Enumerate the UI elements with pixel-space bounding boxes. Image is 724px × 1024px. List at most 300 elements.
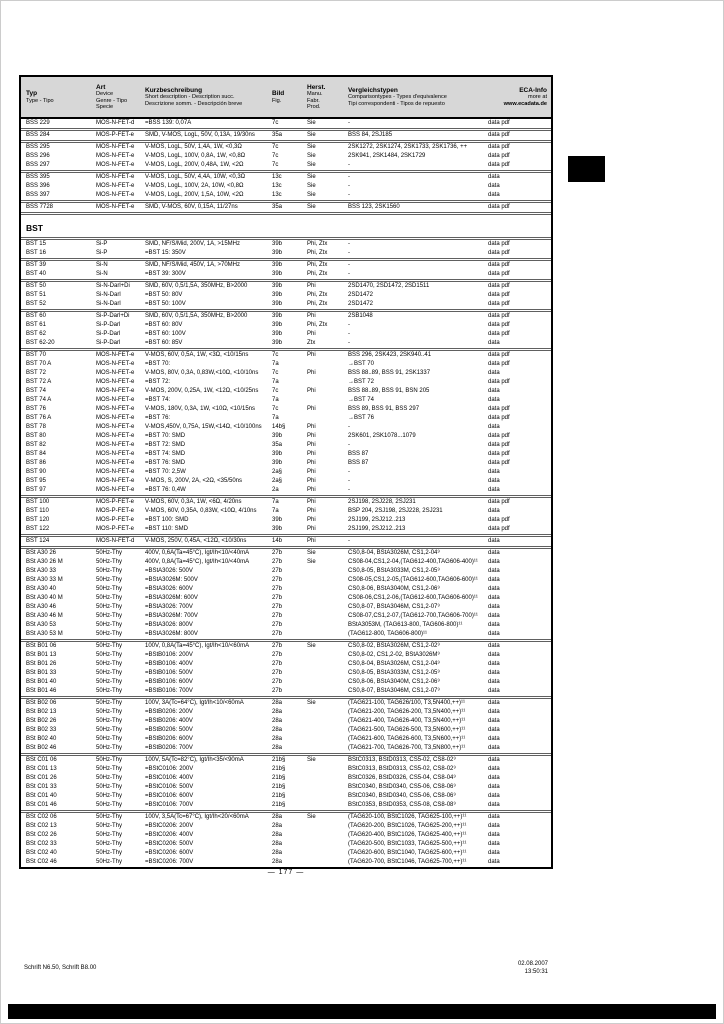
cell-desc: =BStA3026: 500V [145, 568, 193, 574]
cell-typ: BSt C01 46 [26, 802, 57, 808]
cell-herst: Phi, Ztx [307, 262, 328, 268]
table-row [21, 414, 551, 423]
cell-herst: Phi [307, 388, 316, 394]
cell-verg: CS0,8-06, BStA3040M, CS1,2-06⁹ [348, 586, 440, 592]
cell-herst [302, 603, 343, 612]
table-row [21, 537, 551, 546]
row-group [21, 258, 551, 279]
cell-verg: CS0,8-04, BStA3026M, CS1,2-04⁹ [348, 550, 440, 556]
cell-eca: data [488, 814, 500, 820]
cell-eca: data [488, 370, 500, 376]
cell-bild: 2a§ [272, 478, 283, 484]
cell-herst: Sie [307, 153, 316, 159]
cell-art: 50Hz-Thy [96, 745, 123, 751]
cell-eca: data [488, 174, 500, 180]
cell-art: Si-P-Darl [96, 322, 121, 328]
cell-eca: data [488, 802, 500, 808]
cell-art: 50Hz-Thy [96, 736, 123, 742]
cell-art: MOS-P-FET-e [96, 526, 135, 532]
column-subtitle-bold-eca: www.ecadata.de [503, 100, 547, 107]
cell-herst [302, 744, 343, 753]
column-subtitle-bild-0: Fig. [272, 97, 282, 104]
cell-herst [302, 594, 343, 603]
table-row [21, 477, 551, 486]
cell-typ: BSt C02 46 [26, 859, 57, 865]
cell-bild: 21b§ [272, 793, 286, 799]
cell-herst [302, 801, 343, 810]
cell-verg: BStC0326, BStD0326, CS5-04, CS8-04⁹ [348, 775, 456, 781]
cell-art: 50Hz-Thy [96, 709, 123, 715]
cell-herst [302, 585, 343, 594]
cell-bild: 7c [272, 406, 279, 412]
cell-eca: data [488, 469, 500, 475]
row-group [21, 348, 551, 495]
cell-typ: BSS 396 [26, 183, 50, 189]
cell-bild: 28a [272, 745, 283, 751]
cell-eca: data pdf [488, 313, 510, 319]
cell-art: 50Hz-Thy [96, 814, 123, 820]
table-row [21, 339, 551, 348]
cell-eca: data pdf [488, 526, 510, 532]
cell-eca: data pdf [488, 241, 510, 247]
cell-eca: data pdf [488, 262, 510, 268]
cell-eca: data pdf [488, 361, 510, 367]
table-row [21, 203, 551, 212]
cell-verg: 2SD1472 [348, 301, 374, 307]
cell-herst: Sie [307, 643, 316, 649]
cell-art: MOS-N-FET-e [96, 174, 135, 180]
cell-verg: 2SJ198, 2SJ228, 2SJ231 [348, 499, 416, 505]
cell-verg: 2SD1470, 2SD1472, 2SD1511 [348, 283, 430, 289]
cell-typ: BSt B01 26 [26, 661, 57, 667]
row-group [21, 279, 551, 309]
cell-eca: data [488, 793, 500, 799]
cell-eca: data [488, 718, 500, 724]
table-row [21, 182, 551, 191]
cell-eca: data [488, 661, 500, 667]
cell-typ: BSt C01 06 [26, 757, 57, 763]
cell-desc: V-MOS, 60V, 0,3A, 1W, <6Ω, 4/20ns [145, 499, 242, 505]
table-row [21, 330, 551, 339]
cell-art: Si-N [96, 262, 108, 268]
cell-verg: (TAG620-700, BStC1046, TAG625-700,++)¹¹ [348, 859, 467, 865]
row-group [21, 309, 551, 348]
table-row [21, 378, 551, 387]
cell-art: MOS-P-FET-e [96, 517, 135, 523]
cell-verg: 2SK941, 2SK1484, 2SK1729 [348, 153, 426, 159]
cell-eca: data [488, 670, 500, 676]
cell-art: MOS-N-FET-e [96, 204, 135, 210]
cell-eca: data pdf [488, 499, 510, 505]
cell-typ: BSS 229 [26, 120, 50, 126]
cell-art: 50Hz-Thy [96, 841, 123, 847]
cell-verg: (TAG612-800, TAG606-800)¹¹ [348, 631, 428, 637]
cell-desc: =BStB0206: 400V [145, 718, 193, 724]
cell-eca: data [488, 745, 500, 751]
cell-desc: V-MOS, 200V, 0,25A, 1W, <12Ω, <10/25ns [145, 388, 259, 394]
cell-typ: BST 72 A [26, 379, 52, 385]
cell-eca: data [488, 595, 500, 601]
cell-herst: Phi, Ztx [307, 271, 328, 277]
table-row [21, 360, 551, 369]
table-row [21, 744, 551, 753]
cell-art: 50Hz-Thy [96, 784, 123, 790]
cell-bild: 28a [272, 832, 283, 838]
cell-herst: Sie [307, 700, 316, 706]
cell-eca: data [488, 757, 500, 763]
cell-verg: CS08-06,CS1,2-06,(TAG612-600,TAG606-600)¹¹ [348, 595, 478, 601]
cell-art: MOS-N-FET-e [96, 469, 135, 475]
cell-verg: - [348, 241, 350, 247]
cell-herst [302, 774, 343, 783]
cell-herst [302, 651, 343, 660]
cell-verg: (TAG621-600, TAG626-600, T3,5N600,++)¹¹ [348, 736, 466, 742]
cell-bild: 39b [272, 451, 283, 457]
cell-bild: 27b [272, 595, 283, 601]
cell-eca: data [488, 478, 500, 484]
cell-bild: 28a [272, 814, 283, 820]
table-row [21, 558, 551, 567]
cell-typ: BST 76 A [26, 415, 52, 421]
cell-art: MOS-N-FET-e [96, 388, 135, 394]
cell-bild: 27b [272, 631, 283, 637]
cell-bild: 7a [272, 499, 279, 505]
row-group [21, 140, 551, 170]
table-row [21, 576, 551, 585]
cell-art: 50Hz-Thy [96, 586, 123, 592]
cell-herst [302, 735, 343, 744]
cell-desc: =BST 76: SMD [145, 460, 186, 466]
cell-verg: - [348, 174, 350, 180]
cell-herst: Ztx [307, 340, 316, 346]
table-row [21, 717, 551, 726]
cell-bild: 39b [272, 460, 283, 466]
table-row [21, 831, 551, 840]
cell-verg: 2SJ199, 2SJ212..213 [348, 526, 406, 532]
cell-art: MOS-N-FET-e [96, 183, 135, 189]
cell-typ: BST 39 [26, 262, 46, 268]
cell-art: 50Hz-Thy [96, 613, 123, 619]
cell-typ: BST 110 [26, 508, 49, 514]
cell-eca: data [488, 709, 500, 715]
cell-eca: data [488, 388, 500, 394]
cell-verg: →BST 76 [348, 415, 374, 421]
cell-bild: 7c [272, 352, 279, 358]
cell-desc: =BStC0106: 500V [145, 784, 194, 790]
cell-herst: Phi [307, 487, 316, 493]
table-row [21, 813, 551, 822]
column-subtitle-verg-0: Comparisontypes - Types d'equivalence [348, 94, 447, 101]
cell-bild: 14b [272, 538, 283, 544]
cell-verg: CS0,8-06, BStA3040M, CS1,2-06⁹ [348, 679, 440, 685]
cell-eca: data pdf [488, 331, 510, 337]
cell-typ: BST 74 A [26, 397, 52, 403]
cell-desc: =BStC0206: 400V [145, 832, 194, 838]
cell-bild: 21b§ [272, 784, 286, 790]
cell-desc: V-MOS, 80V, 0,3A, 0,83W,<10Ω, <10/10ns [145, 370, 259, 376]
cell-desc: SMD, NF/S/Mid, 450V, 1A, >70MHz [145, 262, 240, 268]
cell-desc: =BStB0106: 200V [145, 652, 193, 658]
cell-bild: 7c [272, 120, 279, 126]
cell-herst: Phi [307, 313, 316, 319]
header-cell-bild [267, 77, 302, 117]
cell-desc: =BStA3026M: 500V [145, 577, 198, 583]
cell-bild: 39b [272, 292, 283, 298]
cell-art: 50Hz-Thy [96, 550, 123, 556]
cell-art: 50Hz-Thy [96, 661, 123, 667]
cell-typ: BST 40 [26, 271, 46, 277]
cell-art: MOS-N-FET-e [96, 433, 135, 439]
cell-typ: BST 97 [26, 487, 46, 493]
cell-typ: BSt B02 40 [26, 736, 57, 742]
cell-desc: =BStC0206: 200V [145, 823, 194, 829]
cell-verg: 2SK601, 2SK1078...1079 [348, 433, 416, 439]
cell-desc: 100V, 3A(Tc=64°C), Igt/Ih<10/<60mA [145, 700, 244, 706]
cell-desc: 100V, 0,8A(Ta=45°C), Igt/Ih<10/<60mA [145, 643, 250, 649]
cell-verg: BStC0353, BStD0353, CS5-08, CS8-08⁹ [348, 802, 456, 808]
cell-bild: 28a [272, 850, 283, 856]
cell-desc: =BSS 139: 0,07A [145, 120, 192, 126]
cell-desc: =BST 50: 100V [145, 301, 186, 307]
table-row [21, 441, 551, 450]
cell-art: 50Hz-Thy [96, 757, 123, 763]
cell-art: MOS-N-FET-e [96, 153, 135, 159]
cell-typ: BST 120 [26, 517, 50, 523]
cell-art: MOS-N-FET-e [96, 460, 135, 466]
cell-art: Si-N-Darl [96, 301, 121, 307]
cell-desc: =BST 74: [145, 397, 171, 403]
cell-eca: data pdf [488, 352, 510, 358]
cell-eca: data pdf [488, 271, 510, 277]
cell-eca: data pdf [488, 415, 510, 421]
cell-typ: BST 60 [26, 313, 46, 319]
cell-bild: 39b [272, 250, 283, 256]
cell-verg: CS08-07,CS1,2-07,(TAG612-700,TAG606-700)¹¹ [348, 613, 478, 619]
cell-eca: data [488, 832, 500, 838]
cell-bild: 28a [272, 727, 283, 733]
cell-eca: data pdf [488, 292, 510, 298]
cell-typ: BST 74 [26, 388, 46, 394]
cell-verg: - [348, 340, 350, 346]
cell-desc: =BStA3026M: 600V [145, 595, 198, 601]
header-cell-eca [483, 77, 551, 117]
cell-herst: Sie [307, 550, 316, 556]
cell-desc: =BStC0106: 700V [145, 802, 194, 808]
cell-verg: - [348, 478, 350, 484]
cell-verg: BSS 87 [348, 460, 369, 466]
cell-verg: BSP 204, 2SJ198, 2SJ228, 2SJ231 [348, 508, 443, 514]
table-row [21, 459, 551, 468]
table-row [21, 585, 551, 594]
cell-herst: Phi [307, 451, 316, 457]
cell-bild: 39b [272, 340, 283, 346]
cell-herst [302, 858, 343, 867]
cell-herst: Sie [307, 144, 316, 150]
cell-art: MOS-N-FET-e [96, 352, 135, 358]
cell-art: 50Hz-Thy [96, 652, 123, 658]
table-row [21, 312, 551, 321]
cell-art: 50Hz-Thy [96, 643, 123, 649]
cell-eca: data [488, 604, 500, 610]
cell-art: 50Hz-Thy [96, 568, 123, 574]
cell-eca: data [488, 859, 500, 865]
cell-bild: 39b [272, 262, 283, 268]
column-title-eca: ECA-Info [519, 86, 547, 94]
cell-bild: 2a [272, 487, 279, 493]
cell-verg: BSS 88..89, BSS 91, BSN 205 [348, 388, 430, 394]
cell-eca: data [488, 700, 500, 706]
cell-bild: 27b [272, 622, 283, 628]
cell-desc: V-MOS, 60V, 0,35A, 0,83W, <10Ω, 4/10ns [145, 508, 257, 514]
cell-desc: V-MOS,450V, 0,75A, 15W,<14Ω, <10/100ns [145, 424, 262, 430]
cell-verg: - [348, 192, 350, 198]
cell-art: 50Hz-Thy [96, 688, 123, 694]
column-title-art: Art [96, 83, 106, 91]
cell-verg: (TAG620-500, BStC1033, TAG625-500,++)¹¹ [348, 841, 467, 847]
cell-art: MOS-N-FET-e [96, 415, 135, 421]
cell-herst: Phi [307, 499, 316, 505]
cell-typ: BST 90 [26, 469, 46, 475]
cell-herst [302, 717, 343, 726]
cell-verg: (TAG620-100, BStC1026, TAG625-100,++)¹¹ [348, 814, 467, 820]
cell-desc: V-MOS, LogL, 200V, 0,48A, 1W, <2Ω [145, 162, 244, 168]
cell-eca: data [488, 397, 500, 403]
table-row [21, 387, 551, 396]
cell-desc: =BStB0206: 600V [145, 736, 193, 742]
table-row [21, 270, 551, 279]
cell-bild: 39b [272, 526, 283, 532]
cell-bild: 27b [272, 586, 283, 592]
cell-herst: Sie [307, 162, 316, 168]
cell-verg: - [348, 424, 350, 430]
table-row [21, 612, 551, 621]
cell-desc: V-MOS, LogL, 200V, 1,5A, 10W, <2Ω [145, 192, 244, 198]
cell-art: 50Hz-Thy [96, 679, 123, 685]
cell-eca: data pdf [488, 406, 510, 412]
cell-herst: Phi [307, 538, 316, 544]
cell-eca: data pdf [488, 460, 510, 466]
cell-bild: 21b§ [272, 766, 286, 772]
cell-bild: 28a [272, 841, 283, 847]
cell-verg: →BST 72 [348, 379, 374, 385]
table-row [21, 369, 551, 378]
row-group [21, 128, 551, 140]
cell-eca: data [488, 508, 500, 514]
cell-verg: (TAG620-200, BStC1026, TAG625-200,++)¹¹ [348, 823, 467, 829]
column-subtitle-art-0: Device [96, 91, 114, 98]
cell-desc: =BStB0106: 500V [145, 670, 193, 676]
row-group [21, 546, 551, 639]
table-row [21, 651, 551, 660]
cell-art: MOS-N-FET-e [96, 424, 135, 430]
data-table [19, 75, 553, 869]
cell-bild: 39b [272, 283, 283, 289]
table-row [21, 858, 551, 867]
cell-typ: BSt C01 40 [26, 793, 57, 799]
table-row [21, 792, 551, 801]
cell-typ: BSt A30 46 [26, 604, 57, 610]
cell-typ: BSt B02 13 [26, 709, 57, 715]
cell-art: Si-N-Darl [96, 292, 121, 298]
cell-typ: BSS 284 [26, 132, 50, 138]
cell-bild: 39b [272, 301, 283, 307]
cell-art: MOS-N-FET-e [96, 379, 135, 385]
cell-herst: Phi [307, 526, 316, 532]
table-row [21, 567, 551, 576]
cell-verg: - [348, 262, 350, 268]
cell-typ: BSt B02 33 [26, 727, 57, 733]
cell-bild: 7a [272, 508, 279, 514]
cell-herst [302, 630, 343, 639]
cell-verg: CS0,8-05, BStA3033M, CS1,2-05⁹ [348, 670, 440, 676]
cell-herst: Sie [307, 192, 316, 198]
cell-verg: (TAG621-100, TAG626/100, T3,5N400,++)¹¹ [348, 700, 465, 706]
cell-eca: data [488, 643, 500, 649]
cell-art: 50Hz-Thy [96, 631, 123, 637]
cell-bild: 39b [272, 322, 283, 328]
cell-verg: BSS 84, 2SJ185 [348, 132, 393, 138]
cell-eca: data [488, 424, 500, 430]
table-row [21, 840, 551, 849]
table-row [21, 432, 551, 441]
cell-art: 50Hz-Thy [96, 832, 123, 838]
cell-typ: BSt A30 26 M [26, 559, 63, 565]
cell-herst [302, 687, 343, 696]
row-group [21, 696, 551, 753]
cell-verg: BStC0340, BStD0340, CS5-06, CS8-06⁹ [348, 784, 456, 790]
table-row [21, 405, 551, 414]
cell-art: MOS-N-FET-e [96, 192, 135, 198]
cell-verg: - [348, 250, 350, 256]
cell-bild: 7c [272, 153, 279, 159]
cell-herst [302, 396, 343, 405]
cell-eca: data [488, 586, 500, 592]
cell-desc: =BST 70: 2,5W [145, 469, 186, 475]
cell-bild: 39b [272, 313, 283, 319]
cell-verg: →BST 70 [348, 361, 374, 367]
cell-herst [302, 840, 343, 849]
table-row [21, 423, 551, 432]
cell-desc: =BST 72: SMD [145, 442, 186, 448]
cell-bild: 14b§ [272, 424, 286, 430]
cell-bild: 35a [272, 132, 283, 138]
column-subtitle-typ-0: Type - Tipo [26, 97, 54, 104]
cell-bild: 35a [272, 442, 283, 448]
cell-verg: - [348, 183, 350, 189]
table-row [21, 396, 551, 405]
cell-verg: BSS 123, 2SK1560 [348, 204, 400, 210]
cell-bild: 39b [272, 271, 283, 277]
cell-herst: Phi [307, 442, 316, 448]
cell-typ: BSt A30 33 M [26, 577, 63, 583]
cell-verg: - [348, 322, 350, 328]
table-row [21, 726, 551, 735]
cell-bild: 7a [272, 397, 279, 403]
cell-eca: data pdf [488, 120, 510, 126]
cell-bild: 28a [272, 700, 283, 706]
cell-eca: data [488, 727, 500, 733]
cell-typ: BSt A30 53 [26, 622, 57, 628]
cell-typ: BST 72 [26, 370, 46, 376]
cell-desc: =BStA3026M: 800V [145, 631, 198, 637]
cell-typ: BST 15 [26, 241, 46, 247]
table-row [21, 291, 551, 300]
cell-desc: =BStB0206: 200V [145, 709, 193, 715]
cell-art: Si-P-Darl [96, 340, 121, 346]
cell-desc: =BStB0106: 700V [145, 688, 193, 694]
cell-typ: BSt C02 26 [26, 832, 57, 838]
cell-eca: data [488, 679, 500, 685]
